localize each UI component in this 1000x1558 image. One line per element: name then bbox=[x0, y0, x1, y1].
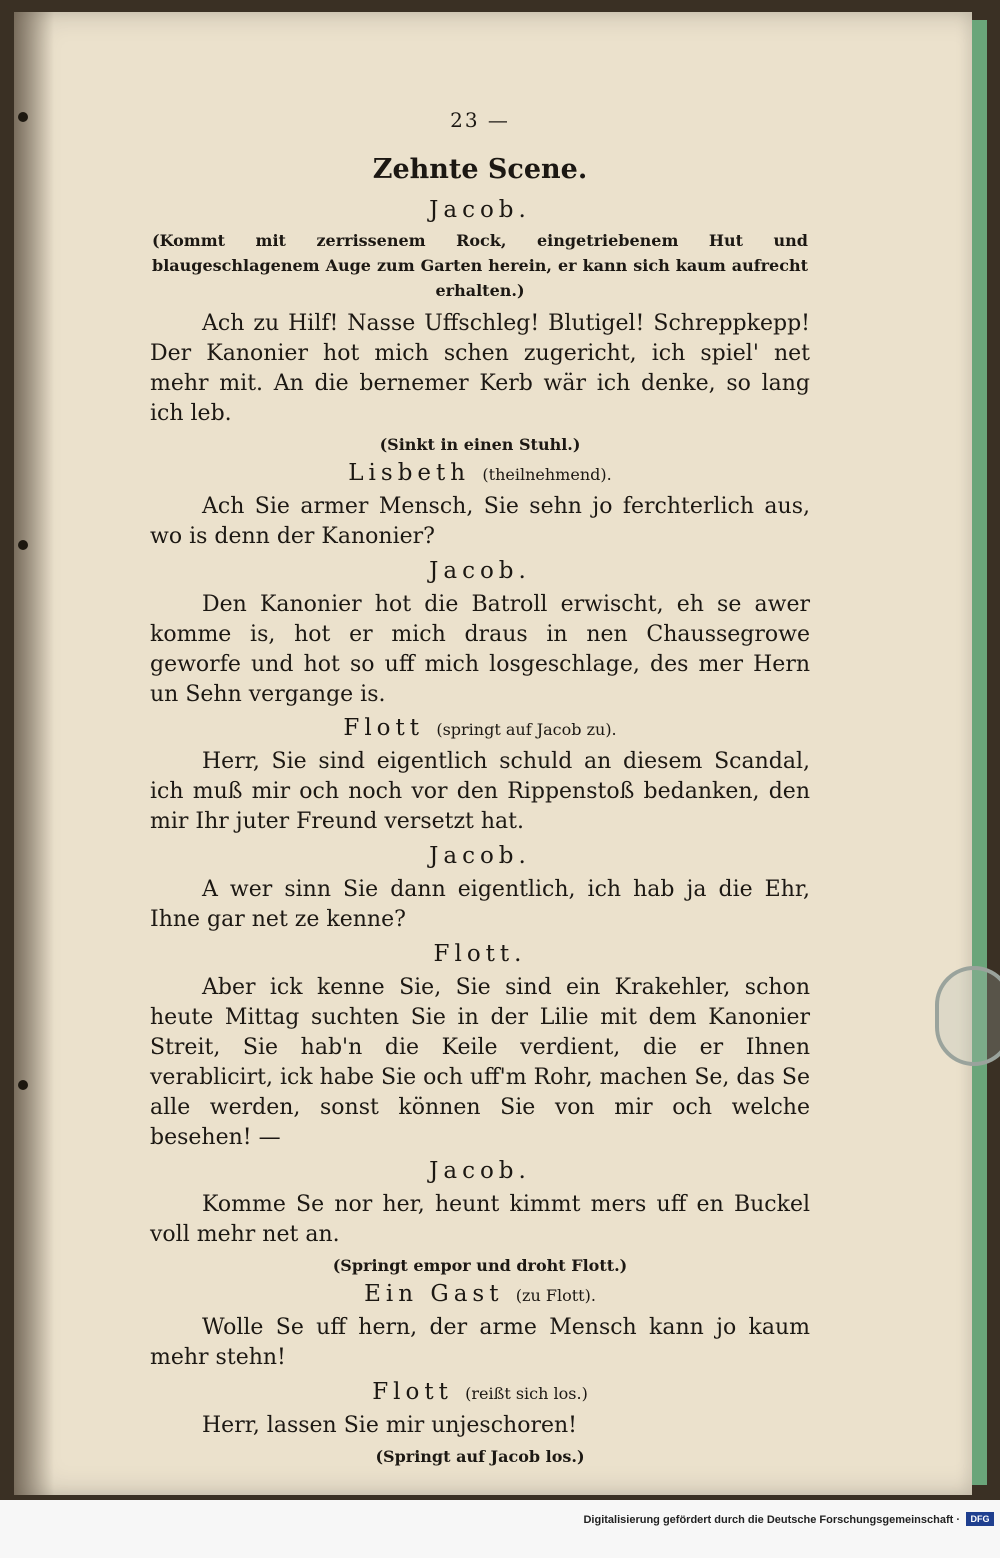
dialogue-line: Aber ick kenne Sie, Sie sind ein Krakehler, schon heute Mittag suchten Sie in der Lilie mit dem Kanonier Streit, Sie hab'n die Keile verdient, die er Ihnen verablicirt, ick habe Sie och uff'm Rohr, machen Se, das Se alle werden, sonst können Sie von mir och welche besehen! — bbox=[150, 974, 810, 1150]
speaker-name: Jacob. bbox=[429, 557, 531, 584]
binding-stitch bbox=[18, 112, 28, 122]
speaker-name: Flott (reißt sich los.) bbox=[372, 1379, 588, 1406]
dialogue-line: Herr, lassen Sie mir unjeschoren! bbox=[202, 1413, 577, 1439]
dialogue-line: Wolle Se uff hern, der arme Mensch kann jo kaum mehr stehn! bbox=[150, 1315, 810, 1371]
dialogue-line: Herr, Sie sind eigentlich schuld an diesem Scandal, ich muß mir och noch vor den Rippenstoß bedanken, den mir Ihr juter Freund versetzt hat. bbox=[150, 749, 810, 835]
speaker-name: Jacob. bbox=[429, 843, 531, 870]
paper-clip bbox=[935, 966, 1000, 1066]
funding-credit: Digitalisierung gefördert durch die Deutsche Forschungsgemeinschaft · bbox=[583, 1514, 960, 1526]
stage-direction: (Kommt mit zerrissenem Rock, eingetriebenem Hut und blaugeschlagenem Auge zum Garten herein, er kann sich kaum aufrecht erhalten.) bbox=[152, 231, 808, 300]
binding-stitch bbox=[18, 540, 28, 550]
page-gutter bbox=[14, 12, 54, 1495]
dialogue-line: Den Kanonier hot die Batroll erwischt, eh se awer komme is, hot er mich draus in nen Chaussegrowe geworfe und hot so uff mich losgeschlage, des mer Hern un Sehn vergange is. bbox=[150, 591, 810, 707]
speaker-name: Jacob. bbox=[429, 1158, 531, 1185]
stage-direction: (Springt auf Jacob los.) bbox=[375, 1446, 585, 1466]
speaker-name: Jacob. bbox=[429, 197, 531, 223]
scene-title: Zehnte Scene. bbox=[372, 154, 588, 185]
speaker-aside: (springt auf Jacob zu). bbox=[436, 720, 617, 740]
speaker-name: Flott (springt auf Jacob zu). bbox=[343, 715, 617, 742]
dialogue-line: Ach Sie armer Mensch, Sie sehn jo ferchterlich aus, wo is denn der Kanonier? bbox=[150, 494, 810, 549]
speaker-aside: (reißt sich los.) bbox=[465, 1384, 588, 1404]
speaker-name: Flott. bbox=[433, 940, 527, 967]
stage-direction: (Sinkt in einen Stuhl.) bbox=[379, 435, 581, 455]
dialogue-line: Komme Se nor her, heunt kimmt mers uff en Buckel voll mehr net an. bbox=[150, 1192, 810, 1248]
dialogue-line: Ach zu Hilf! Nasse Uffschleg! Blutigel! Schreppkepp! Der Kanonier hot mich schen zugericht, ich spiel' net mehr mit. An die bernemer Kerb wär ich denke, so lang ich leb. bbox=[150, 311, 810, 427]
page-number: 23 — bbox=[450, 108, 510, 132]
speaker-name: Lisbeth (theilnehmend). bbox=[348, 460, 612, 487]
speaker-aside: (zu Flott). bbox=[515, 1286, 596, 1306]
dfg-logo: DFG bbox=[966, 1512, 994, 1526]
speaker-aside: (theilnehmend). bbox=[482, 465, 612, 485]
dialogue-line: A wer sinn Sie dann eigentlich, ich hab ja die Ehr, Ihne gar net ze kenne? bbox=[150, 877, 810, 933]
binding-stitch bbox=[18, 1080, 28, 1090]
stage-direction: (Springt empor und droht Flott.) bbox=[332, 1256, 628, 1276]
footer-bar bbox=[0, 1500, 1000, 1558]
speaker-name: Ein Gast (zu Flott). bbox=[364, 1281, 596, 1308]
page-text bbox=[150, 100, 810, 1472]
